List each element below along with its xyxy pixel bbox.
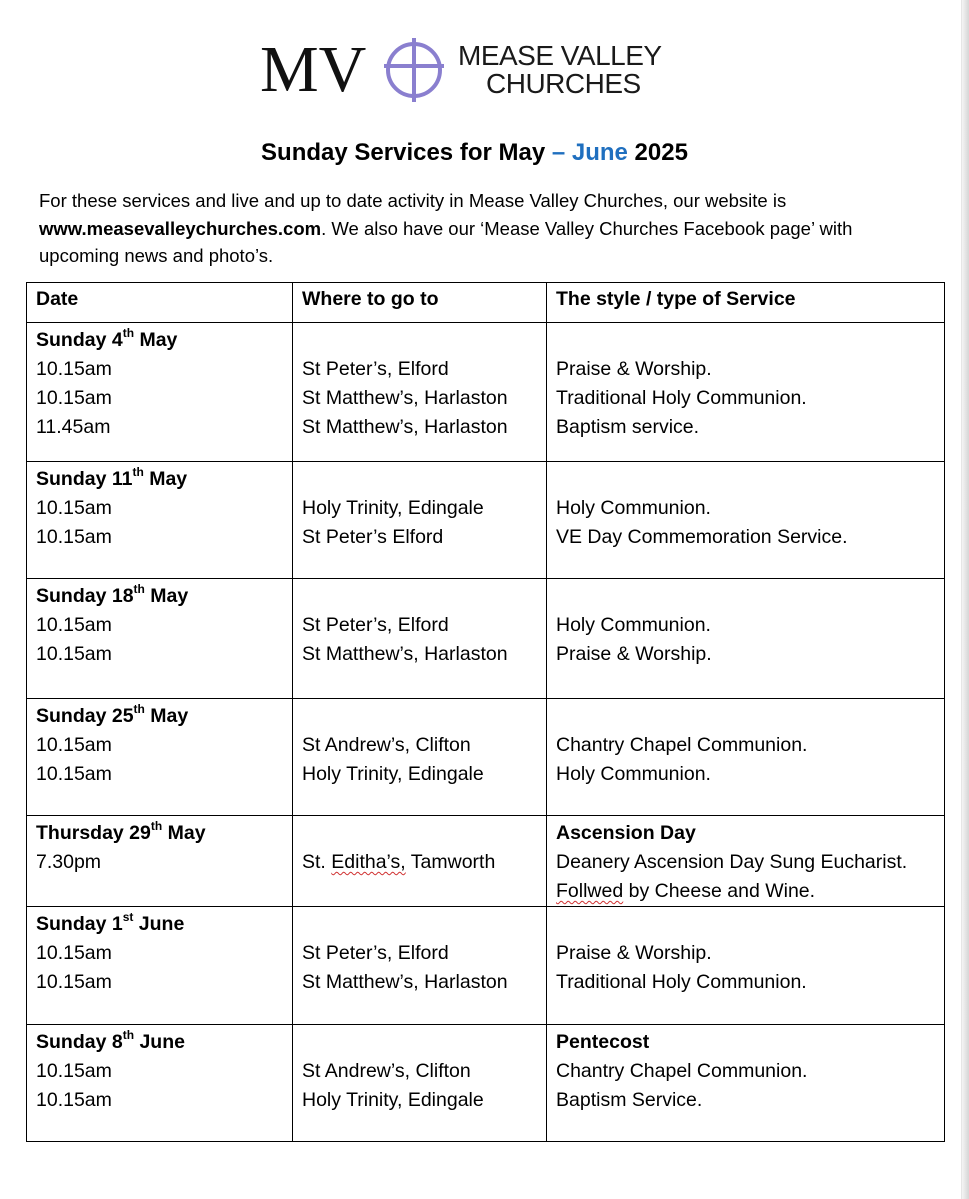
service-time: 10.15am [36,1089,112,1111]
service-time: 10.15am [36,497,112,519]
service-time: 10.15am [36,734,112,756]
service-cell [547,907,945,1025]
services-table [26,282,945,1142]
service-location: St Matthew’s, Harlaston [302,416,508,438]
location-cell [293,579,547,699]
day-heading [36,582,284,611]
service-type: Baptism Service. [556,1089,703,1111]
spacer [556,326,936,355]
page-edge [961,0,969,1199]
day-ordinal: st [122,909,134,924]
service-type: Traditional Holy Communion. [556,387,807,409]
day-label: Sunday 25 [36,705,134,727]
header-date: Date [27,283,293,323]
service-heading: Ascension Day [556,822,696,844]
header-location: Where to go to [293,283,547,323]
day-heading [36,326,284,355]
logo-mark: MV [260,33,367,106]
spacer [302,910,538,939]
spacer [302,702,538,731]
day-label: Sunday 18 [36,585,134,607]
cross-circle-icon [382,38,446,102]
day-ordinal: th [133,581,145,596]
location-cell [293,1025,547,1142]
day-label: Sunday 4 [36,329,123,351]
table-row [27,579,945,699]
service-type: VE Day Commemoration Service. [556,526,848,548]
day-heading [36,465,284,494]
location-cell [293,323,547,462]
location-flagged-word: Editha’s, [331,851,406,873]
date-cell [27,579,293,699]
day-month: May [144,585,189,607]
spacer [302,819,538,848]
title-accent: – June [551,139,628,166]
spacer [556,582,936,611]
website-link[interactable]: www.measevalleychurches.com [39,217,322,239]
location-cell [293,462,547,579]
service-type [556,877,936,906]
day-month: May [144,705,189,727]
service-cell [547,462,945,579]
service-time: 10.15am [36,971,112,993]
location-prefix: St. [302,851,332,873]
date-cell [27,816,293,907]
service-time: 10.15am [36,358,112,380]
service-cell [547,699,945,816]
logo-line-1: MEASE VALLEY [458,40,662,71]
service-time: 10.15am [36,643,112,665]
service-type: Chantry Chapel Communion. [556,1060,808,1082]
day-ordinal: th [122,325,135,340]
service-location: St Andrew’s, Clifton [302,1060,471,1082]
day-label: Sunday 1 [36,913,123,935]
service-type: Chantry Chapel Communion. [556,734,808,756]
table-header-row [27,283,945,323]
table-row [27,1025,945,1142]
table-row [27,907,945,1025]
spacer [556,465,936,494]
service-location: St Matthew’s, Harlaston [302,387,508,409]
service-type: Holy Communion. [556,763,711,785]
day-month: June [133,913,185,935]
day-month: May [143,468,188,490]
day-label: Sunday 8 [36,1031,123,1053]
logo [258,33,698,108]
location-cell [293,907,547,1025]
table-row [27,462,945,579]
day-ordinal: th [150,818,163,833]
service-location: St Matthew’s, Harlaston [302,971,508,993]
title-suffix: 2025 [627,139,688,166]
day-heading [36,702,284,731]
header-style: The style / type of Service [547,283,945,323]
spacer [302,582,538,611]
day-ordinal: th [133,701,145,716]
location-cell [293,699,547,816]
date-cell [27,323,293,462]
service-suffix: by Cheese and Wine. [623,880,816,902]
title-prefix: Sunday Services for May [261,139,552,166]
spacer [302,1028,538,1057]
day-heading [36,819,284,848]
service-time: 10.15am [36,942,112,964]
day-ordinal: th [132,464,144,479]
service-location: St Matthew’s, Harlaston [302,643,508,665]
location-suffix: Tamworth [405,851,496,873]
service-cell [547,323,945,462]
day-month: May [134,329,178,351]
table-row [27,816,945,907]
day-heading [36,1028,284,1057]
service-time: 10.15am [36,1060,112,1082]
day-ordinal: th [122,1027,135,1042]
spacer [556,910,936,939]
service-location [302,848,538,877]
logo-line-2: CHURCHES [486,68,641,99]
service-time: 10.15am [36,763,112,785]
date-cell [27,699,293,816]
service-time: 10.15am [36,614,112,636]
service-location: Holy Trinity, Edingale [302,1089,484,1111]
service-type: Holy Communion. [556,614,711,636]
date-cell [27,1025,293,1142]
table-row [27,323,945,462]
intro-paragraph [39,187,919,270]
service-location: St Peter’s Elford [302,526,444,548]
intro-text-2: . We also have our ‘Mease Valley Churches Facebook page’ with upcoming news and photo’s. [39,217,853,266]
service-location: St Peter’s, Elford [302,614,449,636]
service-type: Praise & Worship. [556,942,712,964]
service-type: Praise & Worship. [556,358,712,380]
day-heading [36,910,284,939]
spacer [302,326,538,355]
logo-wordmark [458,42,662,98]
service-time: 10.15am [36,387,112,409]
intro-text-1: For these services and live and up to date activity in Mease Valley Churches, our website is [39,190,787,211]
service-heading: Pentecost [556,1031,650,1053]
service-time: 10.15am [36,526,112,548]
service-location: Holy Trinity, Edingale [302,763,484,785]
service-type: Traditional Holy Communion. [556,971,807,993]
service-type: Praise & Worship. [556,643,712,665]
spacer [302,465,538,494]
service-location: St Peter’s, Elford [302,358,449,380]
page-title [0,136,949,170]
day-month: May [162,822,206,844]
location-cell [293,816,547,907]
service-cell [547,579,945,699]
day-label: Thursday 29 [36,822,151,844]
day-month: June [134,1031,185,1053]
service-type: Holy Communion. [556,497,711,519]
date-cell [27,907,293,1025]
service-cell [547,816,945,907]
service-time: 11.45am [36,416,111,438]
spacer [556,702,936,731]
service-location: St Peter’s, Elford [302,942,449,964]
date-cell [27,462,293,579]
service-type: Deanery Ascension Day Sung Eucharist. [556,851,908,873]
service-cell [547,1025,945,1142]
service-location: Holy Trinity, Edingale [302,497,484,519]
service-location: St Andrew’s, Clifton [302,734,471,756]
service-flagged-word: Follwed [556,880,624,902]
day-label: Sunday 11 [36,468,133,490]
service-type: Baptism service. [556,416,700,438]
table-row [27,699,945,816]
service-time: 7.30pm [36,851,102,873]
